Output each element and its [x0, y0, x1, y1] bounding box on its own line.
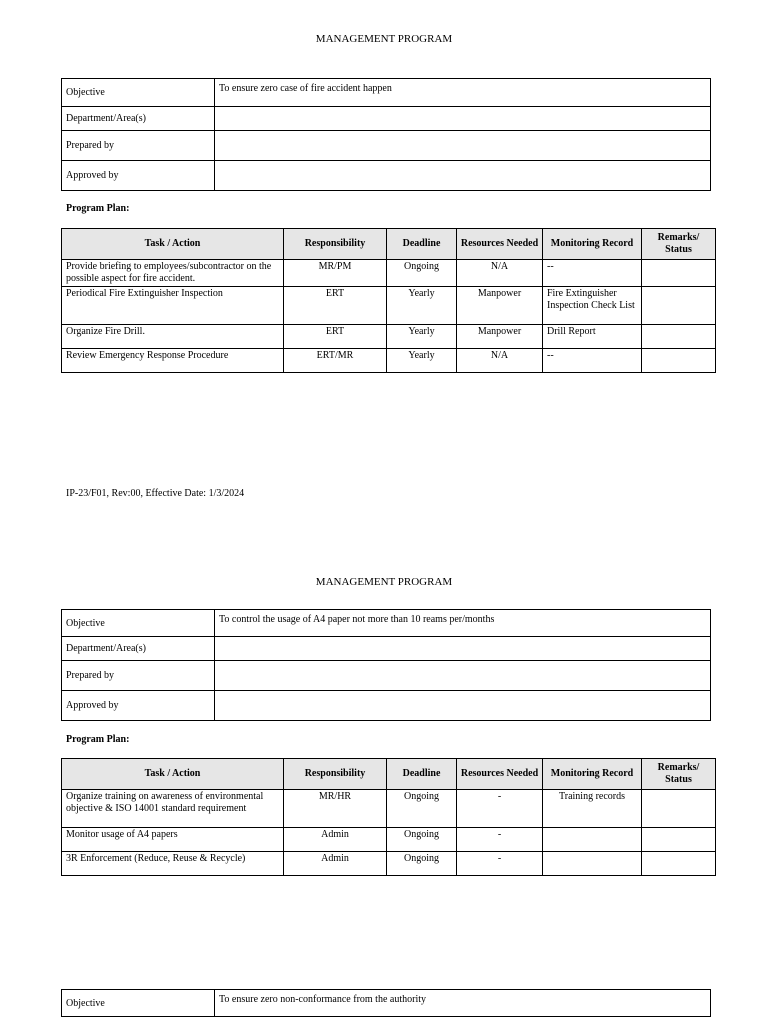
objective-value: To ensure zero case of fire accident happen — [215, 79, 711, 107]
objective-value: To ensure zero non-conformance from the authority — [215, 990, 711, 1017]
prepared-by-value — [215, 131, 711, 161]
program-plan-table — [61, 758, 716, 876]
responsibility-cell: MR/PM — [284, 260, 387, 287]
remarks-cell — [642, 828, 716, 852]
program-plan-table — [61, 228, 716, 373]
header-remarks: Remarks/ Status — [642, 229, 716, 260]
resources-cell: - — [457, 790, 543, 828]
header-responsibility: Responsibility — [284, 759, 387, 790]
remarks-cell — [642, 349, 716, 373]
responsibility-cell: ERT — [284, 325, 387, 349]
task-cell: 3R Enforcement (Reduce, Reuse & Recycle) — [62, 852, 284, 876]
approved-by-value — [215, 161, 711, 191]
header-remarks: Remarks/ Status — [642, 759, 716, 790]
remarks-cell — [642, 287, 716, 325]
deadline-cell: Ongoing — [387, 852, 457, 876]
monitoring-cell — [543, 828, 642, 852]
responsibility-cell: MR/HR — [284, 790, 387, 828]
monitoring-cell: Drill Report — [543, 325, 642, 349]
program-info-table — [61, 609, 711, 721]
program-info-table — [61, 989, 711, 1017]
responsibility-cell: Admin — [284, 852, 387, 876]
remarks-cell — [642, 325, 716, 349]
task-cell: Monitor usage of A4 papers — [62, 828, 284, 852]
program-plan-label: Program Plan: — [66, 203, 130, 214]
header-task: Task / Action — [62, 759, 284, 790]
resources-cell: - — [457, 852, 543, 876]
objective-value: To control the usage of A4 paper not more than 10 reams per/months — [215, 610, 711, 637]
remarks-cell — [642, 852, 716, 876]
monitoring-cell: Training records — [543, 790, 642, 828]
department-value — [215, 637, 711, 661]
monitoring-cell: -- — [543, 260, 642, 287]
department-label: Department/Area(s) — [62, 107, 215, 131]
table-row — [62, 852, 716, 876]
page-title: MANAGEMENT PROGRAM — [315, 576, 453, 588]
header-resources: Resources Needed — [457, 229, 543, 260]
resources-cell: Manpower — [457, 287, 543, 325]
page-title: MANAGEMENT PROGRAM — [315, 33, 453, 45]
task-cell: Organize training on awareness of environmental objective & ISO 14001 standard requirement — [62, 790, 284, 828]
table-row — [62, 349, 716, 373]
approved-by-label: Approved by — [62, 691, 215, 721]
approved-by-value — [215, 691, 711, 721]
monitoring-cell — [543, 852, 642, 876]
program-info-table — [61, 78, 711, 191]
responsibility-cell: ERT/MR — [284, 349, 387, 373]
table-row — [62, 828, 716, 852]
department-value — [215, 107, 711, 131]
remarks-cell — [642, 790, 716, 828]
task-cell: Periodical Fire Extinguisher Inspection — [62, 287, 284, 325]
resources-cell: Manpower — [457, 325, 543, 349]
resources-cell: N/A — [457, 349, 543, 373]
header-task: Task / Action — [62, 229, 284, 260]
objective-label: Objective — [62, 610, 215, 637]
program-plan-label: Program Plan: — [66, 734, 130, 745]
table-row — [62, 790, 716, 828]
objective-label: Objective — [62, 990, 215, 1017]
deadline-cell: Ongoing — [387, 790, 457, 828]
monitoring-cell: -- — [543, 349, 642, 373]
prepared-by-label: Prepared by — [62, 661, 215, 691]
header-responsibility: Responsibility — [284, 229, 387, 260]
header-deadline: Deadline — [387, 759, 457, 790]
objective-label: Objective — [62, 79, 215, 107]
deadline-cell: Yearly — [387, 325, 457, 349]
header-resources: Resources Needed — [457, 759, 543, 790]
prepared-by-value — [215, 661, 711, 691]
remarks-cell — [642, 260, 716, 287]
department-label: Department/Area(s) — [62, 637, 215, 661]
resources-cell: - — [457, 828, 543, 852]
table-row — [62, 287, 716, 325]
task-cell: Organize Fire Drill. — [62, 325, 284, 349]
deadline-cell: Yearly — [387, 287, 457, 325]
responsibility-cell: Admin — [284, 828, 387, 852]
task-cell: Provide briefing to employees/subcontractor on the possible aspect for fire accident. — [62, 260, 284, 287]
task-cell: Review Emergency Response Procedure — [62, 349, 284, 373]
table-row — [62, 260, 716, 287]
table-row — [62, 325, 716, 349]
deadline-cell: Ongoing — [387, 828, 457, 852]
monitoring-cell: Fire Extinguisher Inspection Check List — [543, 287, 642, 325]
header-monitoring: Monitoring Record — [543, 229, 642, 260]
deadline-cell: Ongoing — [387, 260, 457, 287]
document-footer: IP-23/F01, Rev:00, Effective Date: 1/3/2024 — [66, 488, 245, 499]
prepared-by-label: Prepared by — [62, 131, 215, 161]
header-deadline: Deadline — [387, 229, 457, 260]
approved-by-label: Approved by — [62, 161, 215, 191]
responsibility-cell: ERT — [284, 287, 387, 325]
deadline-cell: Yearly — [387, 349, 457, 373]
resources-cell: N/A — [457, 260, 543, 287]
header-monitoring: Monitoring Record — [543, 759, 642, 790]
